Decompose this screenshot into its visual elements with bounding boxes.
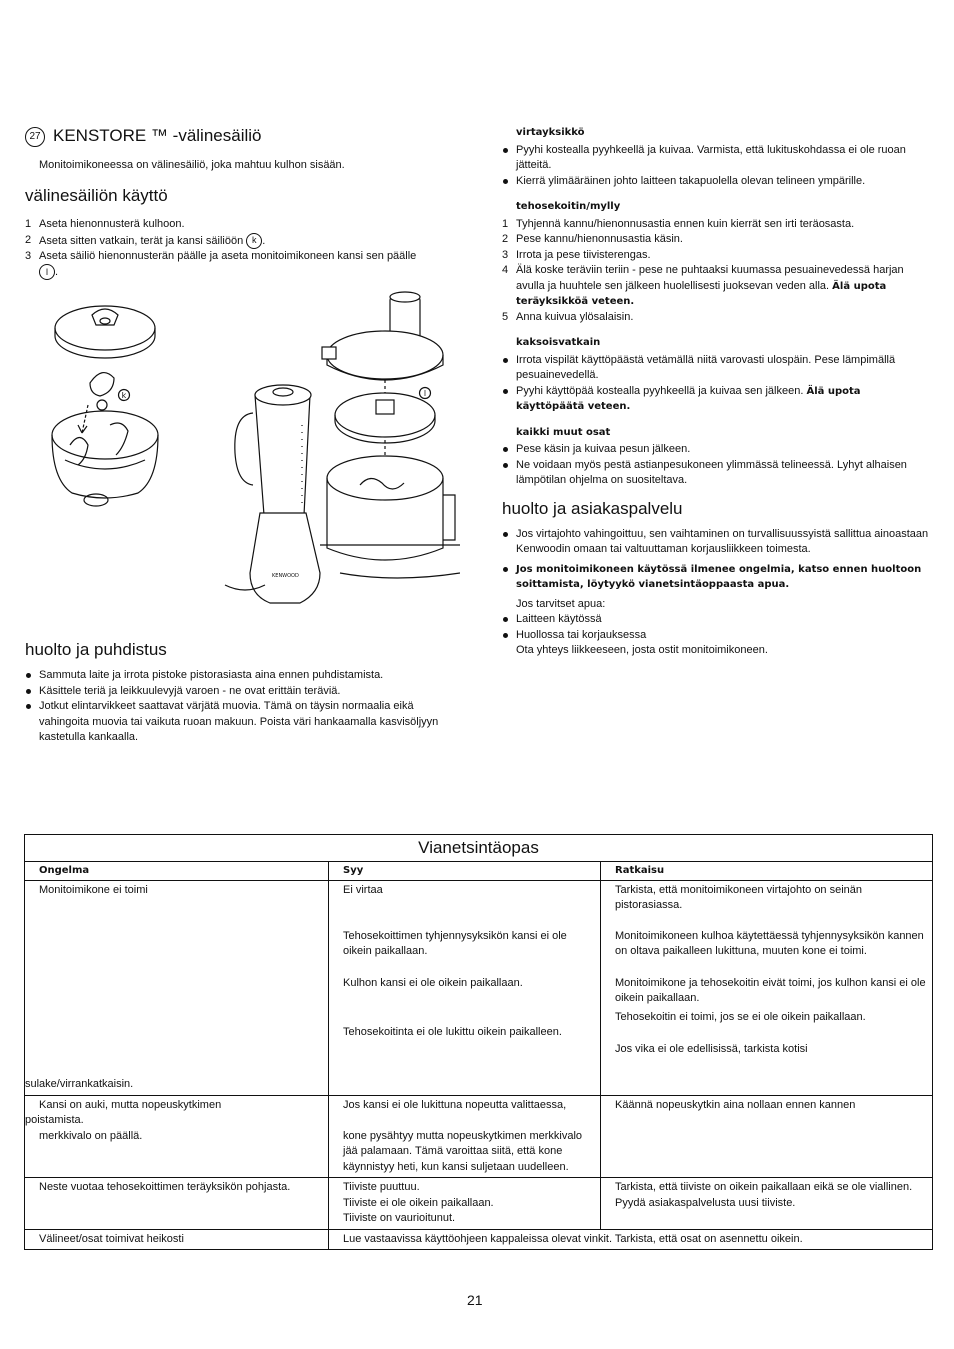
problem-text: Välineet/osat toimivat heikosti <box>25 1229 329 1250</box>
kenstore-heading <box>25 126 445 147</box>
list-item: Käsittele teriä ja leikkuulevyjä varoen - ne ovat erittäin teräviä. <box>25 684 440 700</box>
problem-text: Neste vuotaa tehosekoittimen teräyksikön pohjasta. <box>25 1178 329 1230</box>
table-row <box>25 1229 933 1250</box>
list-item: Pese käsin ja kuivaa pesun jälkeen. <box>502 442 932 458</box>
list-item: 2 Aseta sitten vatkain, terät ja kansi säiliöön k . <box>25 233 440 249</box>
list-item: 5 Anna kuivua ylösalaisin. <box>502 310 634 323</box>
column-header: Ongelma <box>25 862 329 881</box>
warning-text: Älä upota teräyksikköä veteen. <box>516 280 887 307</box>
blender-steps <box>502 217 932 326</box>
blender-title: tehosekoitin/mylly <box>516 201 621 212</box>
list-item: Jos monitoimikoneen käytössä ilmenee ongelmia, katso ennen huoltoon soittamista, löytyykö vianetsintäoppaasta apua. <box>502 562 932 593</box>
list-item: Huollossa tai korjauksessa <box>502 628 932 644</box>
service-need: Jos tarvitset apua: <box>516 597 606 610</box>
kenstore-title: KENSTORE ™ -välinesäiliö <box>53 126 262 145</box>
list-item: 1 Tyhjennä kannu/hienonnusastia ennen kuin kierrät sen irti teräosasta. <box>502 217 855 230</box>
table-row <box>25 1095 933 1178</box>
usage-title: välinesäiliön käyttö <box>25 186 168 205</box>
food-processor-illustration <box>40 285 460 615</box>
cause-text: Tiiviste puuttuu. <box>343 1181 420 1193</box>
list-item: Sammuta laite ja irrota pistoke pistorasiasta aina ennen puhdistamista. <box>25 668 440 684</box>
cause-text: Ei virtaa <box>343 883 383 896</box>
marker-k: k <box>246 233 262 249</box>
cause-text: Tiiviste on vaurioitunut. <box>343 1212 456 1224</box>
cause-text: Tiiviste ei ole oikein paikallaan. <box>343 1196 494 1209</box>
list-item: Kierrä ylimääräinen johto laitteen takapuolella olevan telineen ympärille. <box>502 174 932 190</box>
problem-text: sulake/virrankatkaisin. <box>25 1078 134 1090</box>
solution-text: Jos vika ei ole edellisissä, tarkista kotisi <box>615 1042 808 1055</box>
table-row <box>25 880 933 1095</box>
solution-text: Käännä nopeuskytkin aina nollaan ennen kannen <box>601 1095 933 1178</box>
solution-text: Tarkista, että monitoimikoneen virtajohto on seinän pistorasiassa. <box>615 883 863 911</box>
problem-text: Monitoimikone ei toimi <box>39 883 148 896</box>
list-item: Jos virtajohto vahingoittuu, sen vaihtaminen on turvallisuussyistä sallittua ainoastaan Kenwoodin omaan tai valtuuttaman korjausliikkeen toimesta. <box>502 527 932 558</box>
figure-label-l: l <box>423 389 427 398</box>
list-item: Pyyhi käyttöpää kostealla pyyhkeellä ja kuivaa sen jälkeen. Älä upota käyttöpäätä veteen. <box>502 384 932 415</box>
solution-text: Lue vastaavissa käyttöohjeen kappaleissa olevat vinkit. Tarkista, että osat on asennettu oikein. <box>329 1229 933 1250</box>
list-item: Pyyhi kostealla pyyhkeellä ja kuivaa. Varmista, että lukituskohdassa ei ole ruoan jätteitä. <box>502 143 932 174</box>
list-item: 3 Irrota ja pese tiivisterengas. <box>502 248 651 261</box>
problem-text: merkkivalo on päällä. <box>39 1129 143 1142</box>
list-item: Ne voidaan myös pestä astianpesukoneen ylimmässä telineessä. Lyhyt alhaisen lämpötilan ohjelma on suositeltava. <box>502 458 932 489</box>
service-options <box>502 612 932 643</box>
figure-label-k: k <box>121 391 127 400</box>
problem-text: Kansi on auki, mutta nopeuskytkimen <box>39 1098 222 1111</box>
solution-text: Monitoimikone ja tehosekoitin eivät toimi, jos kulhon kansi ei ole oikein paikallaan. <box>615 976 926 1004</box>
list-item: 4 Älä koske teräviin teriin - pese ne puhtaaksi kuumassa pesuainevedessä harjan avulla ja huuhtele sen jälkeen huolellisesti juoksevan veden alla. Älä upota teräyksikköä veteen. <box>502 264 904 307</box>
solution-text: Tehosekoitin ei toimi, jos se ei ole oikein paikallaan. <box>615 1010 866 1023</box>
cause-text: Jos kansi ei ole lukittuna nopeutta valittaessa, <box>343 1098 567 1111</box>
kenstore-intro: Monitoimikoneessa on välinesäiliö, joka mahtuu kulhon sisään. <box>39 159 345 171</box>
power-unit-list <box>502 143 932 190</box>
column-header: Ratkaisu <box>601 862 933 881</box>
care-title: huolto ja puhdistus <box>25 640 167 659</box>
service-list <box>502 527 932 593</box>
cause-text: kone pysähtyy mutta nopeuskytkimen merkkivalo jää palamaan. Tämä varoittaa siitä, että kone käynnistyy heti, kun kansi suljetaan uudelleen. <box>343 1129 583 1173</box>
table-header <box>25 862 933 881</box>
right-column <box>502 125 932 659</box>
usage-steps <box>25 217 440 281</box>
page-number: 21 <box>467 1292 483 1308</box>
warning-text: Älä upota käyttöpäätä veteen. <box>516 385 861 412</box>
column-header: Syy <box>329 862 601 881</box>
list-item: 3 Aseta säiliö hienonnusterän päälle ja aseta monitoimikoneen kansi sen päälle l . <box>25 249 440 281</box>
troubleshooting-table <box>24 834 933 1250</box>
list-item: Laitteen käytössä <box>502 612 932 628</box>
troubleshooting-title: Vianetsintäopas <box>25 835 933 862</box>
other-parts-title: kaikki muut osat <box>516 426 611 438</box>
list-item: Jotkut elintarvikkeet saattavat värjätä muovia. Tämä on täysin normaalia eikä vahingoita muovia tai vaikuta ruoan makuun. Poista väri hankaamalla kasvisöljyyn kastetulla kankaalla. <box>25 699 440 746</box>
power-unit-title: virtayksikkö <box>516 127 585 138</box>
whisk-title: kaksoisvatkain <box>516 337 601 348</box>
solution-text: Monitoimikoneen kulhoa käytettäessä tyhjennysyksikön kannen on oltava paikalleen lukittuna, muuten kone ei toimi. <box>615 929 924 957</box>
service-title: huolto ja asiakaspalvelu <box>502 498 683 518</box>
problem-text: poistamista. <box>25 1114 84 1126</box>
cause-text: Kulhon kansi ei ole oikein paikallaan. <box>343 976 523 989</box>
list-item: Irrota vispilät käyttöpäästä vetämällä niitä varovasti ulospäin. Pese lämpimällä pesuainevedellä. <box>502 353 932 384</box>
care-list <box>25 668 440 746</box>
cause-text: Tehosekoittimen tyhjennysyksikön kansi ei ole oikein paikallaan. <box>343 929 567 957</box>
step-number-badge: 27 <box>25 127 45 147</box>
list-item: 2 Pese kannu/hienonnusastia käsin. <box>502 233 683 245</box>
solution-text: Tarkista, että tiiviste on oikein paikallaan eikä se ole viallinen. Pyydä asiakaspalvelusta uusi tiiviste. <box>601 1178 933 1230</box>
list-item: 1 Aseta hienonnusterä kulhoon. <box>25 218 185 230</box>
marker-l: l <box>39 264 55 280</box>
brand-logo: KENWOOD <box>272 573 299 579</box>
other-parts-list <box>502 442 932 489</box>
whisk-list <box>502 353 932 415</box>
table-row <box>25 1178 933 1230</box>
service-contact: Ota yhteys liikkeeseen, josta ostit monitoimikoneen. <box>516 644 768 656</box>
cause-text: Tehosekoitinta ei ole lukittu oikein paikalleen. <box>343 1025 562 1038</box>
